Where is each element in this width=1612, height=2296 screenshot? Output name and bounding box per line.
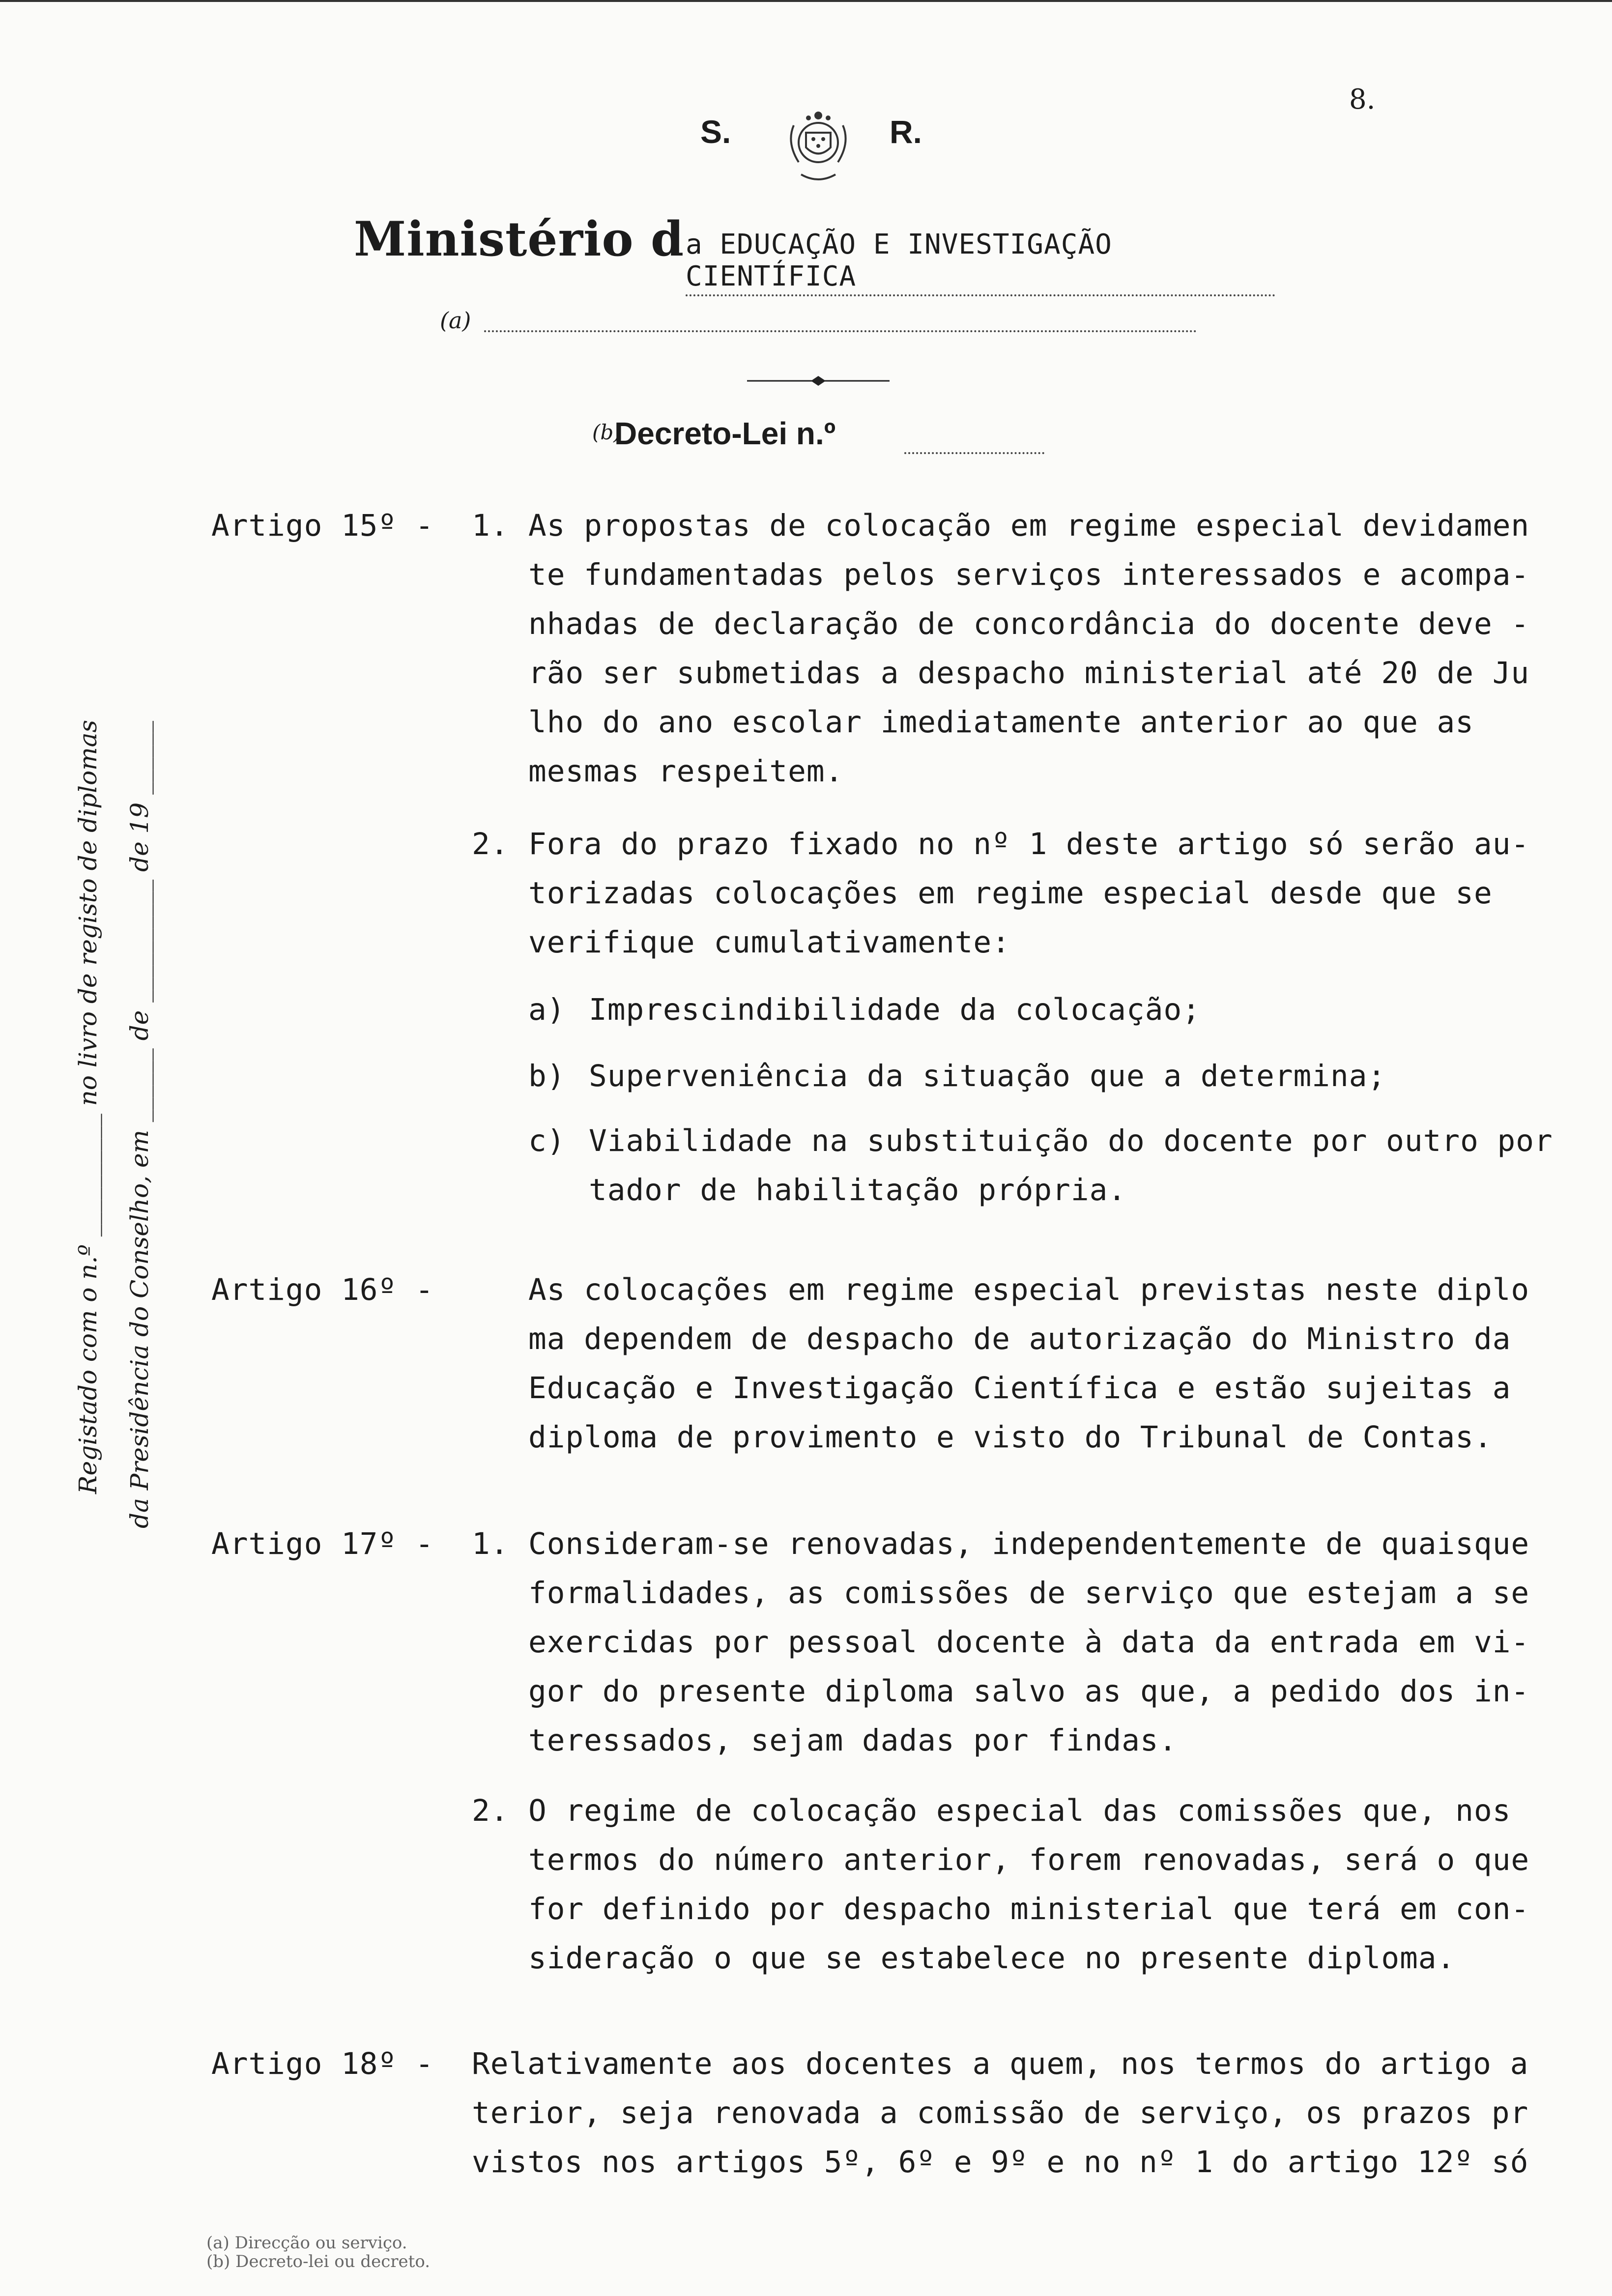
text-line: terior, seja renovada a comissão de serviço, os prazos pr — [472, 2095, 1529, 2130]
seal-right-letter: R. — [890, 114, 922, 150]
article-18-label: Artigo 18º - — [211, 2046, 434, 2081]
footnotes — [206, 2234, 430, 2271]
article-15-paragraph-1 — [528, 501, 1529, 796]
footnote-a: (a) Direcção ou serviço. — [206, 2233, 407, 2253]
article-17-paragraph-2 — [528, 1786, 1529, 1983]
decree-number-blank — [904, 452, 1044, 454]
article-18-paragraph — [472, 2039, 1528, 2187]
article-17-item-2-number: 2. — [472, 1793, 509, 1828]
text-line: lho do ano escolar imediatamente anterior ao que as — [528, 705, 1474, 740]
decree-title: Decreto-Lei n.º — [614, 416, 836, 451]
direction-blank — [484, 330, 1197, 332]
text-line: te fundamentadas pelos serviços interessados e acompa- — [528, 557, 1530, 592]
text-line: torizadas colocações em regime especial desde que se — [528, 876, 1493, 911]
list-item-letter: b) — [528, 1059, 566, 1093]
decree-type-label: (b) — [592, 420, 622, 444]
text-line: mesmas respeitem. — [528, 754, 844, 789]
article-17-label: Artigo 17º - — [211, 1526, 434, 1561]
text-line: for definido por despacho ministerial que terá em con- — [528, 1892, 1530, 1926]
article-15-item-2-number: 2. — [472, 827, 509, 861]
text-line: vistos nos artigos 5º, 6º e 9º e no nº 1 do artigo 12º só — [472, 2145, 1529, 2180]
text-line: Fora do prazo fixado no nº 1 deste artigo só serão au- — [528, 827, 1530, 861]
list-item-text: Imprescindibilidade da colocação; — [589, 992, 1201, 1027]
text-line: O regime de colocação especial das comissões que, nos — [528, 1793, 1511, 1828]
text-line: nhadas de declaração de concordância do docente deve - — [528, 606, 1530, 641]
text-line: As propostas de colocação em regime especial devidamen — [528, 508, 1530, 543]
list-item-text: Superveniência da situação que a determina; — [589, 1059, 1386, 1093]
coat-of-arms-icon — [779, 106, 858, 187]
text-line: verifique cumulativamente: — [528, 925, 1010, 960]
direction-label: (a) — [440, 307, 471, 334]
registration-stamp-line2: da Presidência do Conselho, em ______ de __________ de 19 ______ — [125, 720, 154, 1528]
list-item-text — [589, 1117, 1553, 1215]
footnote-b: (b) Decreto-lei ou decreto. — [206, 2252, 431, 2271]
ornament-divider-icon — [747, 373, 890, 388]
article-15-paragraph-2 — [528, 820, 1529, 967]
article-17-item-1-number: 1. — [472, 1526, 509, 1561]
text-line: Viabilidade na substituição do docente por outro por — [589, 1123, 1553, 1158]
text-line: sideração o que se estabelece no presente diploma. — [528, 1941, 1456, 1976]
page-number: 8. — [1349, 84, 1376, 115]
article-15-label: Artigo 15º - — [211, 508, 434, 543]
article-15-item-1-number: 1. — [472, 508, 509, 543]
text-line: Educação e Investigação Científica e estão sujeitas a — [528, 1371, 1511, 1406]
top-border — [0, 0, 1612, 2]
text-line: gor do presente diploma salvo as que, a pedido dos in- — [528, 1674, 1530, 1709]
text-line: ma dependem de despacho de autorização do Ministro da — [528, 1321, 1511, 1356]
list-item-letter: a) — [528, 992, 566, 1027]
ministry-title: Ministério d — [354, 211, 685, 267]
text-line: exercidas por pessoal docente à data da entrada em vi- — [528, 1625, 1530, 1660]
text-line: As colocações em regime especial previstas neste diplo — [528, 1272, 1530, 1307]
text-line: diploma de provimento e visto do Tribunal de Contas. — [528, 1420, 1493, 1455]
ministry-name: a EDUCAÇÃO E INVESTIGAÇÃO CIENTÍFICA — [686, 229, 1275, 296]
text-line: Relativamente aos docentes a quem, nos termos do artigo a — [472, 2046, 1529, 2081]
article-16-paragraph — [528, 1265, 1529, 1462]
text-line: termos do número anterior, forem renovadas, será o que — [528, 1842, 1530, 1877]
text-line: rão ser submetidas a despacho ministerial até 20 de Ju — [528, 656, 1530, 690]
article-17-paragraph-1 — [528, 1520, 1529, 1765]
text-line: formalidades, as comissões de serviço que estejam a se — [528, 1576, 1530, 1610]
registration-stamp-line1: Registado com o n.º __________ no livro de registo de diplomas — [74, 719, 102, 1494]
text-line: tador de habilitação própria. — [589, 1173, 1127, 1207]
article-16-label: Artigo 16º - — [211, 1272, 434, 1307]
text-line: teressados, sejam dadas por findas. — [528, 1723, 1178, 1758]
seal-left-letter: S. — [700, 114, 731, 150]
text-line: Consideram-se renovadas, independentemente de quaisque — [528, 1526, 1530, 1561]
list-item-letter: c) — [528, 1123, 566, 1158]
